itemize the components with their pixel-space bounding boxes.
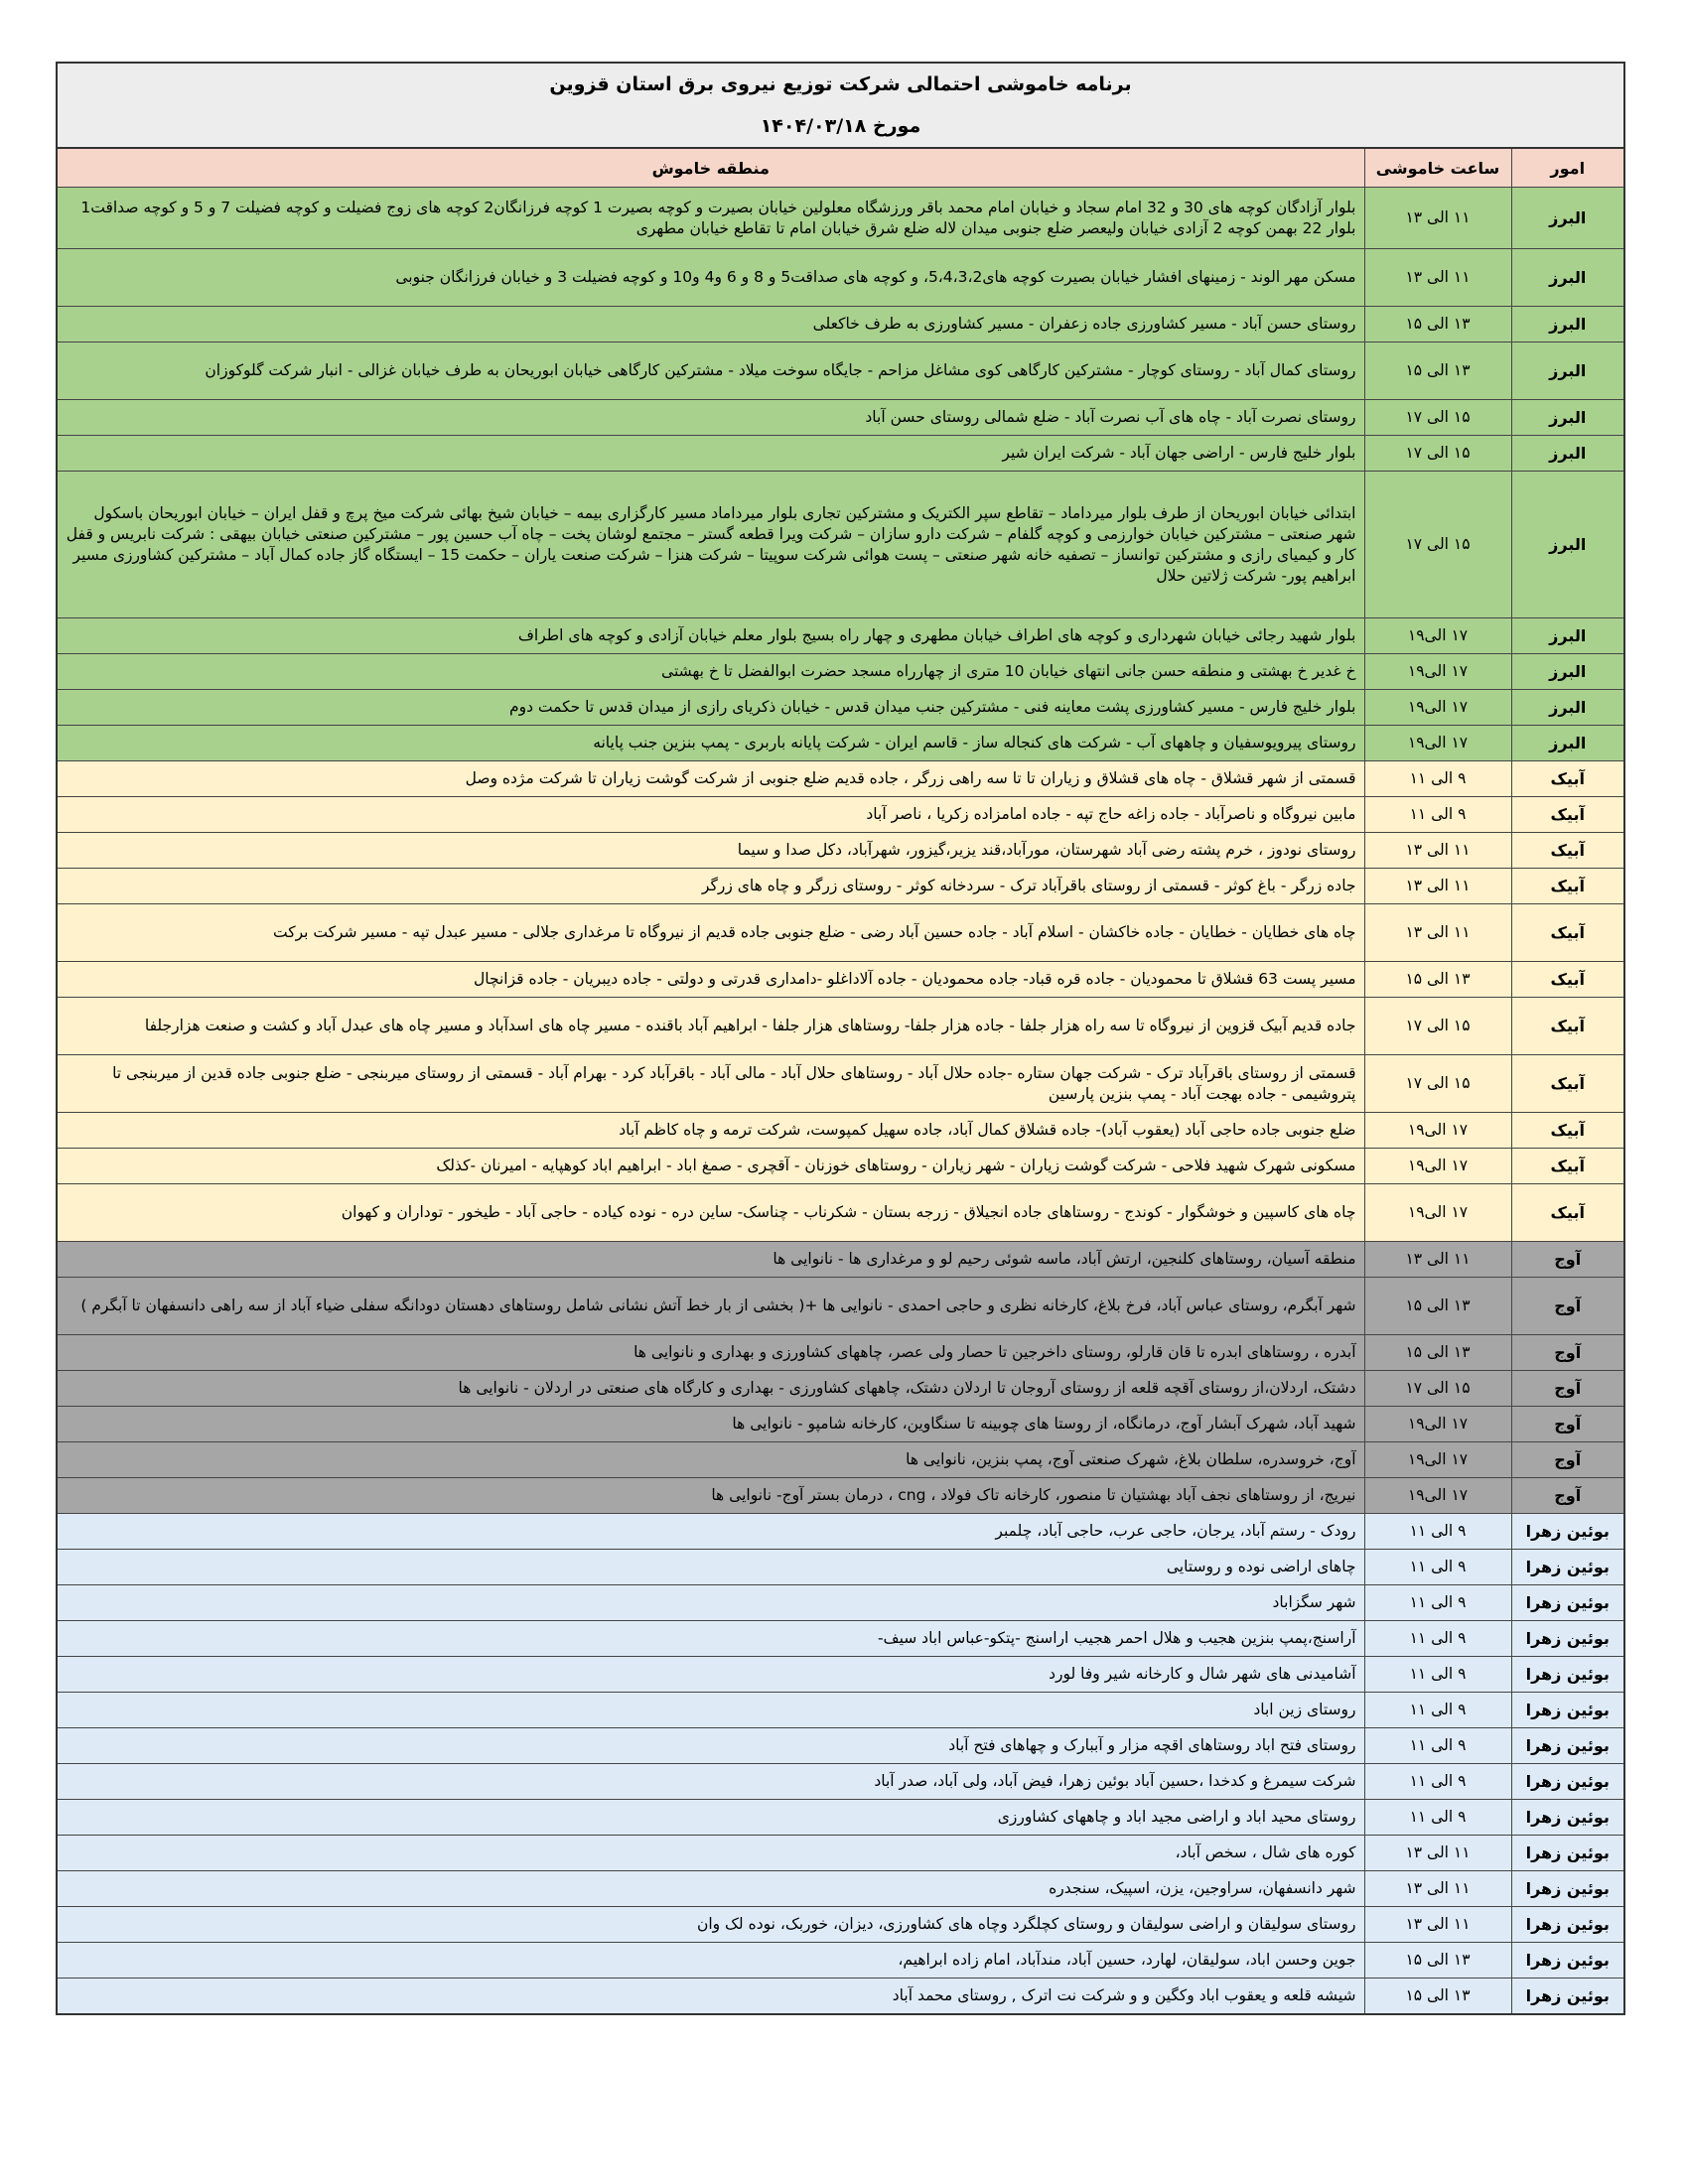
table-row bbox=[57, 1113, 1624, 1149]
area-cell: روستای کمال آباد - روستای کوچار - مشترکین کارگاهی کوی مشاغل مزاحم - جایگاه سوخت میلاد - مشترکین کارگاهی خیابان ابوریحان به طرف خیابان غزالی - انبار شرکت گلوکوزان bbox=[57, 342, 1364, 400]
hours-cell: ۱۱ الی ۱۳ bbox=[1364, 1242, 1511, 1278]
affairs-cell: آوج bbox=[1511, 1242, 1624, 1278]
area-cell: مسکن مهر الوند - زمینهای افشار خیابان بصیرت کوچه های5،4،3،2، و کوچه های صداقت5 و 8 و 6 و4 و10 و کوچه فضیلت 3 و خیابان فرزانگان جنوبی bbox=[57, 249, 1364, 307]
hours-cell: ۱۳ الی ۱۵ bbox=[1364, 1943, 1511, 1979]
affairs-cell: آبیک bbox=[1511, 1113, 1624, 1149]
hours-cell: ۱۷ الی۱۹ bbox=[1364, 1149, 1511, 1184]
table-row bbox=[57, 249, 1624, 307]
table-row bbox=[57, 307, 1624, 342]
affairs-cell: آوج bbox=[1511, 1278, 1624, 1335]
affairs-cell: البرز bbox=[1511, 654, 1624, 690]
hours-cell: ۱۵ الی ۱۷ bbox=[1364, 1371, 1511, 1407]
area-cell: آشامیدنی های شهر شال و کارخانه شیر وفا لورد bbox=[57, 1657, 1364, 1693]
table-row bbox=[57, 690, 1624, 726]
area-cell: مسکونی شهرک شهید فلاحی - شرکت گوشت زیاران - شهر زیاران - روستاهای خوزنان - آقچری - صمغ اباد - ابراهیم اباد کوهپایه - امیرنان -کذلک bbox=[57, 1149, 1364, 1184]
area-cell: روستای فتح اباد روستاهای اقچه مزار و آببارک و چهاهای فتح آباد bbox=[57, 1728, 1364, 1764]
affairs-cell: بوئین زهرا bbox=[1511, 1907, 1624, 1943]
affairs-cell: آبیک bbox=[1511, 998, 1624, 1055]
affairs-cell: آوج bbox=[1511, 1442, 1624, 1478]
hours-cell: ۱۷ الی۱۹ bbox=[1364, 1442, 1511, 1478]
table-row bbox=[57, 962, 1624, 998]
affairs-cell: آوج bbox=[1511, 1335, 1624, 1371]
affairs-cell: البرز bbox=[1511, 472, 1624, 618]
table-row bbox=[57, 998, 1624, 1055]
table-row bbox=[57, 869, 1624, 904]
table-row bbox=[57, 1055, 1624, 1113]
affairs-cell: بوئین زهرا bbox=[1511, 1728, 1624, 1764]
affairs-cell: آبیک bbox=[1511, 761, 1624, 797]
hours-cell: ۱۳ الی ۱۵ bbox=[1364, 342, 1511, 400]
hours-cell: ۱۱ الی ۱۳ bbox=[1364, 869, 1511, 904]
area-cell: روستای سولیقان و اراضی سولیقان و روستای کچلگرد وچاه های کشاورزی، دیزان، خوربک، نوده لک وان bbox=[57, 1907, 1364, 1943]
hours-cell: ۱۵ الی ۱۷ bbox=[1364, 998, 1511, 1055]
hours-cell: ۹ الی ۱۱ bbox=[1364, 1585, 1511, 1621]
hours-cell: ۱۷ الی۱۹ bbox=[1364, 654, 1511, 690]
area-cell: شهر آبگرم، روستای عباس آباد، فرخ بلاغ، کارخانه نظری و حاجی احمدی - نانوایی ها +( بخشی از بار خط آتش نشانی شامل روستاهای دهستان دودانگه سفلی ضیاء آباد از سه راهی دانسفهان تا آبگرم ) bbox=[57, 1278, 1364, 1335]
affairs-cell: بوئین زهرا bbox=[1511, 1764, 1624, 1800]
area-cell: روستای نصرت آباد - چاه های آب نصرت آباد - ضلع شمالی روستای حسن آباد bbox=[57, 400, 1364, 436]
area-cell: روستای نودوز ، خرم پشته رضی آباد شهرستان، مورآباد،قند یزیر،گیزور، شهرآباد، دکل صدا و سیما bbox=[57, 833, 1364, 869]
area-cell: بلوار خلیج فارس - مسیر کشاورزی پشت معاینه فنی - مشترکین جنب میدان قدس - خیابان ذکریای رازی از میدان قدس تا حکمت دوم bbox=[57, 690, 1364, 726]
affairs-cell: البرز bbox=[1511, 618, 1624, 654]
table-row bbox=[57, 188, 1624, 249]
area-cell: رودک - رستم آباد، یرجان، حاجی عرب، حاجی آباد، چلمبر bbox=[57, 1514, 1364, 1550]
affairs-cell: آبیک bbox=[1511, 962, 1624, 998]
table-row bbox=[57, 1943, 1624, 1979]
hours-cell: ۹ الی ۱۱ bbox=[1364, 1693, 1511, 1728]
affairs-cell: آوج bbox=[1511, 1371, 1624, 1407]
table-row bbox=[57, 797, 1624, 833]
table-row bbox=[57, 1585, 1624, 1621]
hours-cell: ۱۱ الی ۱۳ bbox=[1364, 1907, 1511, 1943]
area-cell: شهید آباد، شهرک آبشار آوج، درمانگاه، از روستا های چوبینه تا سنگاوین، کارخانه شامپو - نانوایی ها bbox=[57, 1407, 1364, 1442]
affairs-cell: البرز bbox=[1511, 436, 1624, 472]
hours-cell: ۱۷ الی۱۹ bbox=[1364, 726, 1511, 761]
affairs-cell: بوئین زهرا bbox=[1511, 1979, 1624, 2014]
affairs-cell: آوج bbox=[1511, 1407, 1624, 1442]
hours-cell: ۱۵ الی ۱۷ bbox=[1364, 400, 1511, 436]
hours-cell: ۱۵ الی ۱۷ bbox=[1364, 472, 1511, 618]
hours-cell: ۹ الی ۱۱ bbox=[1364, 1764, 1511, 1800]
outage-schedule-sheet bbox=[56, 62, 1625, 2015]
affairs-cell: بوئین زهرا bbox=[1511, 1836, 1624, 1871]
affairs-cell: آبیک bbox=[1511, 1149, 1624, 1184]
affairs-cell: آبیک bbox=[1511, 833, 1624, 869]
hours-cell: ۱۷ الی۱۹ bbox=[1364, 690, 1511, 726]
hours-cell: ۱۳ الی ۱۵ bbox=[1364, 1278, 1511, 1335]
table-row bbox=[57, 618, 1624, 654]
affairs-cell: بوئین زهرا bbox=[1511, 1550, 1624, 1585]
area-cell: چاه های کاسپین و خوشگوار - کوندج - روستاهای جاده انجیلاق - زرجه بستان - شکرناب - چناسک- ساین دره - نوده کیاده - حاجی آباد - طیخور - توداران و کهوان bbox=[57, 1184, 1364, 1242]
affairs-cell: آوج bbox=[1511, 1478, 1624, 1514]
title-block bbox=[56, 62, 1625, 147]
hours-cell: ۹ الی ۱۱ bbox=[1364, 1800, 1511, 1836]
affairs-cell: آبیک bbox=[1511, 1184, 1624, 1242]
table-body bbox=[57, 188, 1624, 2014]
table-row bbox=[57, 436, 1624, 472]
hours-cell: ۱۱ الی ۱۳ bbox=[1364, 1836, 1511, 1871]
affairs-cell: بوئین زهرا bbox=[1511, 1514, 1624, 1550]
affairs-cell: البرز bbox=[1511, 249, 1624, 307]
area-cell: آبدره ، روستاهای ابدره تا قان قارلو، روستای داخرجین تا حصار ولی عصر، چاههای کشاورزی و بهداری و نانوایی ها bbox=[57, 1335, 1364, 1371]
area-cell: کوره های شال ، سخص آباد، bbox=[57, 1836, 1364, 1871]
table-row bbox=[57, 472, 1624, 618]
area-cell: آراسنج،پمپ بنزین هجیب و هلال احمر هجیب اراسنج -پتکو-عباس اباد سیف- bbox=[57, 1621, 1364, 1657]
hours-cell: ۱۷ الی۱۹ bbox=[1364, 1407, 1511, 1442]
area-cell: بلوار شهید رجائی خیابان شهرداری و کوچه های اطراف خیابان مطهری و چهار راه بسیج بلوار معلم خیابان آزادی و کوچه های اطراف bbox=[57, 618, 1364, 654]
area-cell: دشتک، اردلان،از روستای آقچه قلعه از روستای آروجان تا اردلان دشتک، چاههای کشاورزی - بهداری و کارگاه های صنعتی در اردلان - نانوایی ها bbox=[57, 1371, 1364, 1407]
table-row bbox=[57, 1442, 1624, 1478]
schedule-title: برنامه خاموشی احتمالی شرکت توزیع نیروی برق استان قزوین bbox=[549, 73, 1132, 95]
table-row bbox=[57, 1728, 1624, 1764]
table-row bbox=[57, 1407, 1624, 1442]
hours-cell: ۱۳ الی ۱۵ bbox=[1364, 307, 1511, 342]
affairs-cell: البرز bbox=[1511, 400, 1624, 436]
table-row bbox=[57, 1871, 1624, 1907]
table-row bbox=[57, 761, 1624, 797]
area-cell: ابتدائی خیابان ابوریحان از طرف بلوار میرداماد – تقاطع سپر الکتریک و مشترکین تجاری بلوار میرداماد مسیر کارگزاری بیمه – خیابان شیخ بهائی شرکت میخ پرچ و قفل ایران – خیابان ابوریحان باسکول شهر صنعتی – مشترکین خیابان خوارزمی و کوچه گلفام – شرکت دارو سازان – شرکت ویرا قطعه گستر – مجتمع لوشان پخت – چاه آب حسین پور – مشترکین صنعتی خیابان بیهقی : شرکت نابریس و قفل کار و کیمیای رازی و مشترکین توانساز – تصفیه خانه شهر صنعتی – پست هوائی شرکت سوپیتا – شرکت هنزا – شرکت صنعت یاران – حکمت 15 – ایستگاه گاز جاده کمال آباد – مشترکین کشاورزی مسیر ابراهیم پور- شرکت ژلاتین حلال bbox=[57, 472, 1364, 618]
affairs-cell: بوئین زهرا bbox=[1511, 1621, 1624, 1657]
area-cell: شهر سگزاباد bbox=[57, 1585, 1364, 1621]
hours-cell: ۱۷ الی۱۹ bbox=[1364, 1184, 1511, 1242]
area-cell: مسیر پست 63 قشلاق تا محمودیان - جاده قره قباد- جاده محمودیان - جاده آلاداغلو -دامداری قدرتی و دولتی - جاده دیبریان - جاده قزانچال bbox=[57, 962, 1364, 998]
hours-cell: ۱۳ الی ۱۵ bbox=[1364, 1335, 1511, 1371]
affairs-cell: بوئین زهرا bbox=[1511, 1657, 1624, 1693]
affairs-cell: آبیک bbox=[1511, 1055, 1624, 1113]
hours-cell: ۱۷ الی۱۹ bbox=[1364, 1478, 1511, 1514]
area-cell: روستای حسن آباد - مسیر کشاورزی جاده زعفران - مسیر کشاورزی به طرف خاکعلی bbox=[57, 307, 1364, 342]
table-row bbox=[57, 1836, 1624, 1871]
table-row bbox=[57, 1478, 1624, 1514]
table-row bbox=[57, 1800, 1624, 1836]
hours-cell: ۱۵ الی ۱۷ bbox=[1364, 436, 1511, 472]
column-header-hours: ساعت خاموشی bbox=[1364, 148, 1511, 188]
affairs-cell: بوئین زهرا bbox=[1511, 1943, 1624, 1979]
area-cell: بلوار خلیج فارس - اراضی جهان آباد - شرکت ایران شیر bbox=[57, 436, 1364, 472]
hours-cell: ۱۱ الی ۱۳ bbox=[1364, 833, 1511, 869]
area-cell: قسمتی از روستای باقرآباد ترک - شرکت جهان ستاره -جاده حلال آباد - روستاهای حلال آباد - مالی آباد - باقرآباد کرد - بهرام آباد - قسمتی از روستای میربنجی - ضلع جنوبی جاده قدین از میربنجی تا پتروشیمی - جاده بهجت آباد - پمپ بنزین پارسین bbox=[57, 1055, 1364, 1113]
affairs-cell: بوئین زهرا bbox=[1511, 1693, 1624, 1728]
column-header-area: منطقه خاموش bbox=[57, 148, 1364, 188]
table-row bbox=[57, 1550, 1624, 1585]
affairs-cell: آبیک bbox=[1511, 797, 1624, 833]
area-cell: شهر دانسفهان، سراوجین، یزن، اسپیک، سنجدره bbox=[57, 1871, 1364, 1907]
hours-cell: ۹ الی ۱۱ bbox=[1364, 761, 1511, 797]
table-row bbox=[57, 1621, 1624, 1657]
hours-cell: ۱۱ الی ۱۳ bbox=[1364, 1871, 1511, 1907]
area-cell: جاده قدیم آبیک قزوین از نیروگاه تا سه راه هزار جلفا - جاده هزار جلفا- روستاهای هزار جلفا - ابراهیم آباد باقنده - مسیر چاه های اسدآباد و مسیر چاه های عبدل آباد و کشت و صنعت هزارجلفا bbox=[57, 998, 1364, 1055]
area-cell: روستای پیرویوسفیان و چاههای آب - شرکت های کنجاله ساز - قاسم ایران - شرکت پایانه باربری - پمپ بنزین جنب پایانه bbox=[57, 726, 1364, 761]
hours-cell: ۱۱ الی ۱۳ bbox=[1364, 249, 1511, 307]
table-row bbox=[57, 654, 1624, 690]
table-row bbox=[57, 904, 1624, 962]
area-cell: شیشه قلعه و یعقوب اباد وکگین و و شرکت نت اترک , روستای محمد آباد bbox=[57, 1979, 1364, 2014]
hours-cell: ۹ الی ۱۱ bbox=[1364, 1550, 1511, 1585]
affairs-cell: بوئین زهرا bbox=[1511, 1871, 1624, 1907]
affairs-cell: بوئین زهرا bbox=[1511, 1585, 1624, 1621]
area-cell: شرکت سیمرغ و کدخدا ،حسین آباد بوئین زهرا، فیض آباد، ولی آباد، صدر آباد bbox=[57, 1764, 1364, 1800]
hours-cell: ۹ الی ۱۱ bbox=[1364, 797, 1511, 833]
hours-cell: ۹ الی ۱۱ bbox=[1364, 1728, 1511, 1764]
hours-cell: ۱۷ الی۱۹ bbox=[1364, 618, 1511, 654]
table-row bbox=[57, 1184, 1624, 1242]
outage-table bbox=[56, 147, 1625, 2015]
table-row bbox=[57, 1335, 1624, 1371]
table-row bbox=[57, 833, 1624, 869]
area-cell: روستای زین اباد bbox=[57, 1693, 1364, 1728]
area-cell: ضلع جنوبی جاده حاجی آباد (یعقوب آباد)- جاده قشلاق کمال آباد، جاده سهیل کمپوست، شرکت ترمه و چاه کاظم آباد bbox=[57, 1113, 1364, 1149]
table-row bbox=[57, 1278, 1624, 1335]
area-cell: خ غدیر خ بهشتی و منطقه حسن جانی انتهای خیابان 10 متری از چهارراه مسجد حضرت ابوالفضل تا خ بهشتی bbox=[57, 654, 1364, 690]
table-row bbox=[57, 1371, 1624, 1407]
affairs-cell: البرز bbox=[1511, 307, 1624, 342]
area-cell: منطقه آسیان، روستاهای کلنجین، ارتش آباد، ماسه شوئی رحیم لو و مرغداری ها - نانوایی ها bbox=[57, 1242, 1364, 1278]
table-row bbox=[57, 1764, 1624, 1800]
area-cell: قسمتی از شهر قشلاق - چاه های قشلاق و زیاران تا تا سه راهی زرگر ، جاده قدیم ضلع جنوبی از شرکت گوشت زیاران تا شرکت مژده وصل bbox=[57, 761, 1364, 797]
affairs-cell: البرز bbox=[1511, 726, 1624, 761]
area-cell: مابین نیروگاه و ناصرآباد - جاده زاغه حاج تپه - جاده امامزاده زکریا ، ناصر آباد bbox=[57, 797, 1364, 833]
area-cell: بلوار آزادگان کوچه های 30 و 32 امام سجاد و خیابان امام محمد باقر ورزشگاه معلولین خیابان بصیرت و کوچه بصیرت 1 کوچه فرزانگان2 کوچه های زوج فضیلت و کوچه فضیلت 7 و 5 و کوچه صداقت1 بلوار 22 بهمن کوچه 2 آزادی خیابان ولیعصر ضلع جنوبی میدان لاله ضلع شرق خیابان امام تا تقاطع خیابان مطهری bbox=[57, 188, 1364, 249]
area-cell: جوین وحسن اباد، سولیقان، لهارد، حسین آباد، مندآباد، امام زاده ابراهیم، bbox=[57, 1943, 1364, 1979]
area-cell: چاه های خطایان - خطایان - جاده خاکشان - اسلام آباد - جاده حسین آباد رضی - ضلع جنوبی جاده قدیم از نیروگاه تا مرغداری جلالی - مسیر عبدل تپه - مسیر شرکت برکت bbox=[57, 904, 1364, 962]
table-row bbox=[57, 1979, 1624, 2014]
schedule-date: مورخ ۱۴۰۴/۰۳/۱۸ bbox=[760, 115, 921, 137]
affairs-cell: بوئین زهرا bbox=[1511, 1800, 1624, 1836]
area-cell: روستای محید اباد و اراضی مجید اباد و چاههای کشاورزی bbox=[57, 1800, 1364, 1836]
hours-cell: ۱۷ الی۱۹ bbox=[1364, 1113, 1511, 1149]
hours-cell: ۱۳ الی ۱۵ bbox=[1364, 1979, 1511, 2014]
table-row bbox=[57, 1657, 1624, 1693]
hours-cell: ۹ الی ۱۱ bbox=[1364, 1514, 1511, 1550]
column-header-affairs: امور bbox=[1511, 148, 1624, 188]
affairs-cell: البرز bbox=[1511, 342, 1624, 400]
table-row bbox=[57, 400, 1624, 436]
hours-cell: ۹ الی ۱۱ bbox=[1364, 1621, 1511, 1657]
table-row bbox=[57, 1693, 1624, 1728]
affairs-cell: آبیک bbox=[1511, 869, 1624, 904]
hours-cell: ۱۵ الی ۱۷ bbox=[1364, 1055, 1511, 1113]
hours-cell: ۱۱ الی ۱۳ bbox=[1364, 904, 1511, 962]
hours-cell: ۱۱ الی ۱۳ bbox=[1364, 188, 1511, 249]
area-cell: جاده زرگر - باغ کوثر - قسمتی از روستای باقرآباد ترک - سردخانه کوثر - روستای زرگر و چاه های زرگر bbox=[57, 869, 1364, 904]
table-row bbox=[57, 726, 1624, 761]
table-row bbox=[57, 1149, 1624, 1184]
area-cell: نیریج، از روستاهای نجف آباد بهشتیان تا منصور، کارخانه تاک فولاد ، cng ، درمان بستر آوج- نانوایی ها bbox=[57, 1478, 1364, 1514]
table-header-row bbox=[57, 148, 1624, 188]
table-row bbox=[57, 1514, 1624, 1550]
hours-cell: ۱۳ الی ۱۵ bbox=[1364, 962, 1511, 998]
affairs-cell: البرز bbox=[1511, 188, 1624, 249]
area-cell: چاهای اراضی نوده و روستایی bbox=[57, 1550, 1364, 1585]
table-row bbox=[57, 1907, 1624, 1943]
area-cell: آوج، خروسدره، سلطان بلاغ، شهرک صنعتی آوج، پمپ بنزین، نانوایی ها bbox=[57, 1442, 1364, 1478]
affairs-cell: آبیک bbox=[1511, 904, 1624, 962]
hours-cell: ۹ الی ۱۱ bbox=[1364, 1657, 1511, 1693]
table-row bbox=[57, 342, 1624, 400]
table-row bbox=[57, 1242, 1624, 1278]
affairs-cell: البرز bbox=[1511, 690, 1624, 726]
